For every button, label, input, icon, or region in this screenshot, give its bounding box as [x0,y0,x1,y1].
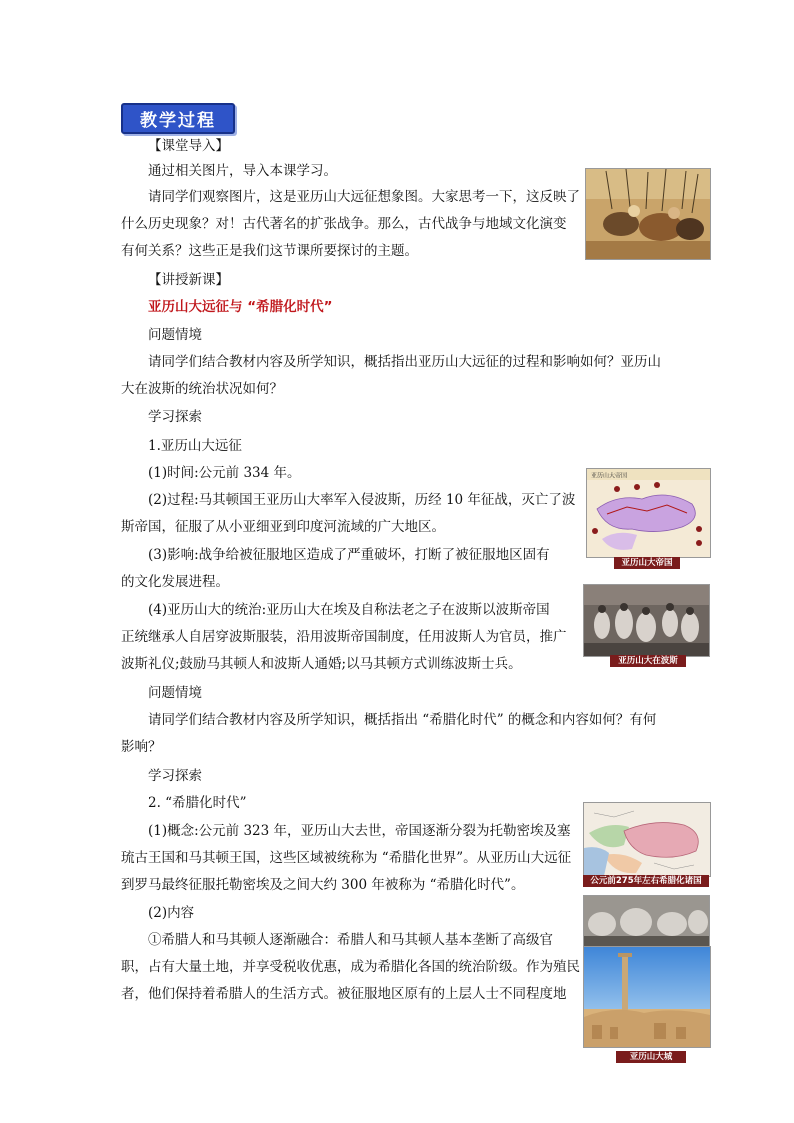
statues-image [583,895,710,947]
paragraph-line: 请同学们结合教材内容及所学知识，概括指出 “希腊化时代” 的概念和内容如何？有何 [148,712,657,728]
paragraph-line: 大在波斯的统治状况如何？ [121,381,283,397]
paragraph-line: 什么历史现象？对！古代著名的扩张战争。那么，古代战争与地域文化演变 [121,216,567,232]
map-title: 亚历山大帝国 [591,472,628,480]
subheading: 1.亚历山大远征 [148,438,242,454]
paragraph-line: 到罗马最终征服托勒密埃及之间大约 300 年被称为 “希腊化时代”。 [121,877,525,893]
paragraph-line: (1)概念:公元前 323 年，亚历山大去世，帝国逐渐分裂为托勒密埃及塞 [148,823,571,839]
problem-context-label: 问题情境 [148,327,202,343]
problem-context-label: 问题情境 [148,685,202,701]
paragraph-line: 影响？ [121,739,162,755]
subheading: 2. “希腊化时代” [148,795,247,811]
study-explore-label: 学习探索 [148,768,202,784]
alexander-persia-caption: 亚历山大在波斯 [610,655,686,667]
paragraph-line: (3)影响:战争给被征服地区造成了严重破坏，打断了被征服地区固有 [148,547,550,563]
paragraph-line: (2)过程:马其顿国王亚历山大率军入侵波斯，历经 10 年征战，灭亡了波 [148,492,576,508]
paragraph-line: 者，他们保持着希腊人的生活方式。被征服地区原有的上层人士不同程度地 [121,986,567,1002]
hellenistic-map-caption: 公元前275年左右希腊化诸国 [583,875,709,887]
battle-painting-image [585,168,711,260]
paragraph-line: 的文化发展进程。 [121,574,229,590]
new-lesson-heading: 【讲授新课】 [148,272,229,288]
study-explore-label: 学习探索 [148,409,202,425]
paragraph-line: (4)亚历山大的统治:亚历山大在埃及自称法老之子在波斯以波斯帝国 [148,602,550,618]
paragraph-line: (1)时间:公元前 334 年。 [148,465,301,481]
hellenistic-map-image [583,802,711,877]
paragraph-line: 琉古王国和马其顿王国，这些区域被统称为 “希腊化世界”。从亚历山大远征 [121,850,572,866]
paragraph-line: 请同学们观察图片，这是亚历山大远征想象图。大家思考一下，这反映了 [148,189,580,205]
classroom-intro-heading: 【课堂导入】 [148,138,229,154]
paragraph-line: 请同学们结合教材内容及所学知识，概括指出亚历山大远征的过程和影响如何？亚历山 [148,354,661,370]
paragraph-line: 通过相关图片，导入本课学习。 [148,163,337,179]
paragraph-line: 正统继承人自居穿波斯服装，沿用波斯帝国制度，任用波斯人为官员，推广 [121,629,567,645]
paragraph-line: 斯帝国，征服了从小亚细亚到印度河流域的广大地区。 [121,519,445,535]
section-badge: 教学过程 [121,103,235,134]
empire-map-caption: 亚历山大帝国 [614,557,680,569]
section-title: 亚历山大远征与 “希腊化时代” [148,299,333,315]
paragraph-line: 波斯礼仪;鼓励马其顿人和波斯人通婚;以马其顿方式训练波斯士兵。 [121,656,522,672]
paragraph-line: (2)内容 [148,905,195,921]
paragraph-line: ①希腊人和马其顿人逐渐融合：希腊人和马其顿人基本垄断了高级官 [148,932,553,948]
paragraph-line: 有何关系？这些正是我们这节课所要探讨的主题。 [121,243,418,259]
alexandria-city-caption: 亚历山大城 [616,1051,686,1063]
alexandria-city-image [583,946,711,1048]
alexander-persia-image [583,584,710,657]
paragraph-line: 职，占有大量土地，并享受税收优惠，成为希腊化各国的统治阶级。作为殖民 [121,959,580,975]
empire-map-image [586,468,711,558]
